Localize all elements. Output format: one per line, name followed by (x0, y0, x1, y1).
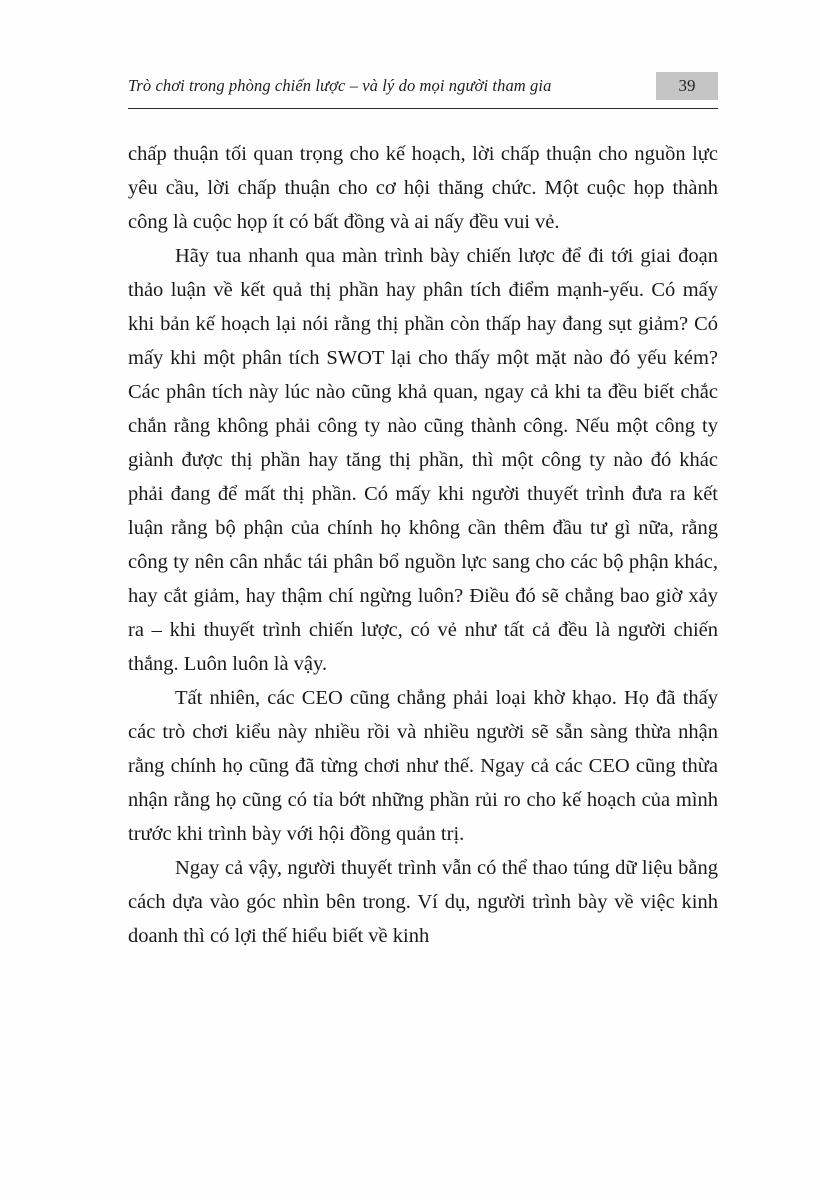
paragraph: Hãy tua nhanh qua màn trình bày chiến lược để đi tới giai đoạn thảo luận về kết quả thị phần hay phân tích điểm mạnh-yếu. Có mấy khi bản kế hoạch lại nói rằng thị phần còn thấp hay đang sụt giảm? Có mấy khi một phân tích SWOT lại cho thấy một mặt nào đó yếu kém? Các phân tích này lúc nào cũng khả quan, ngay cả khi ta đều biết chắc chắn rằng không phải công ty nào cũng thành công. Nếu một công ty giành được thị phần hay tăng thị phần, thì một công ty nào đó khác phải đang để mất thị phần. Có mấy khi người thuyết trình đưa ra kết luận rằng bộ phận của chính họ không cần thêm đầu tư gì nữa, rằng công ty nên cân nhắc tái phân bổ nguồn lực sang cho các bộ phận khác, hay cắt giảm, hay thậm chí ngừng luôn? Điều đó sẽ chẳng bao giờ xảy ra – khi thuyết trình chiến lược, có vẻ như tất cả đều là người chiến thắng. Luôn luôn là vậy. (128, 245, 718, 675)
paragraph: Ngay cả vậy, người thuyết trình vẫn có thể thao túng dữ liệu bằng cách dựa vào góc nhìn bên trong. Ví dụ, người trình bày về việc kinh doanh thì có lợi thế hiểu biết về kinh (128, 857, 718, 947)
page-body (128, 137, 718, 953)
header-divider (128, 108, 718, 109)
page-number-badge: 39 (656, 72, 718, 100)
running-title: Trò chơi trong phòng chiến lược – và lý do mọi người tham gia (128, 76, 552, 95)
paragraph-continuation: chấp thuận tối quan trọng cho kế hoạch, lời chấp thuận cho nguồn lực yêu cầu, lời chấp thuận cho cơ hội thăng chức. Một cuộc họp thành công là cuộc họp ít có bất đồng và ai nấy đều vui vẻ. (128, 143, 718, 233)
paragraph: Tất nhiên, các CEO cũng chẳng phải loại khờ khạo. Họ đã thấy các trò chơi kiểu này nhiều rồi và nhiều người sẽ sẵn sàng thừa nhận rằng chính họ cũng đã từng chơi như thế. Ngay cả các CEO cũng thừa nhận rằng họ cũng có tỉa bớt những phần rủi ro cho kế hoạch của mình trước khi trình bày với hội đồng quản trị. (128, 687, 718, 845)
page-content (128, 70, 718, 953)
running-header (128, 70, 718, 102)
